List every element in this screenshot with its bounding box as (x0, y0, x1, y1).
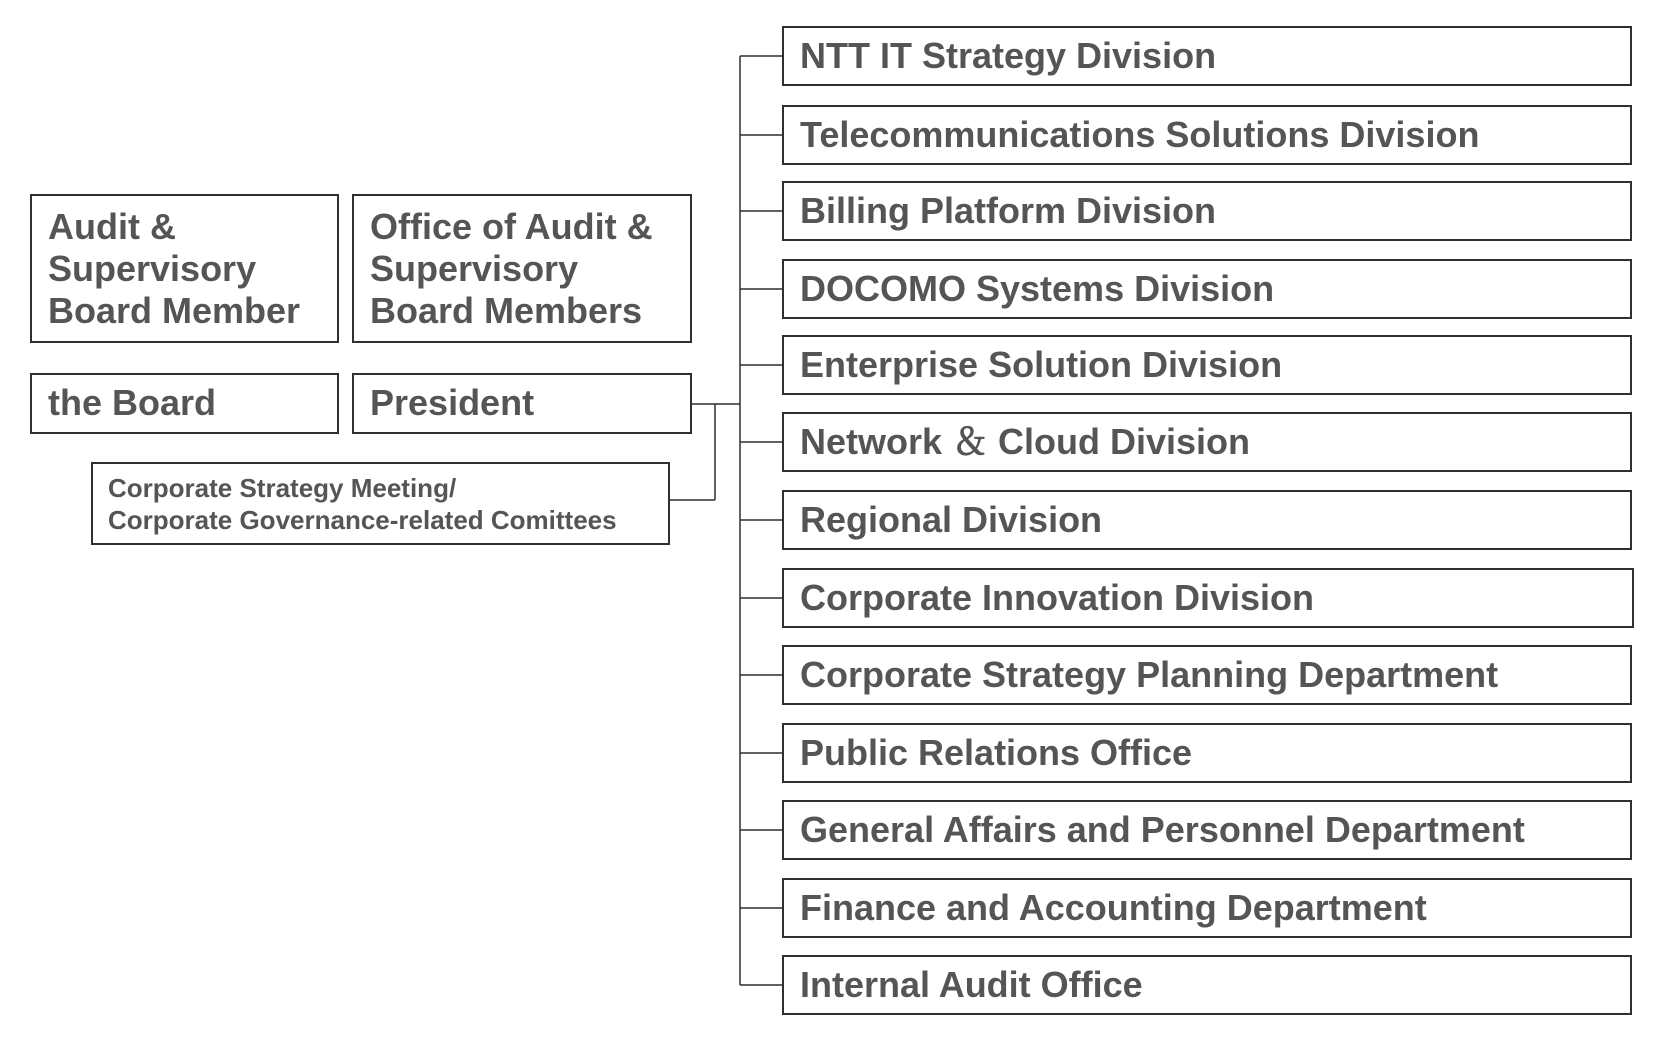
division-box (782, 568, 1634, 628)
division-label: Regional Division (800, 499, 1103, 540)
office-of-audit-line-2: Supervisory (370, 248, 579, 289)
board-label: the Board (48, 382, 217, 423)
audit-board-member-box (30, 194, 339, 343)
division-box (782, 645, 1632, 705)
office-of-audit-line-1: Office of Audit & (370, 206, 653, 247)
committees-box (91, 462, 670, 545)
division-label: NTT IT Strategy Division (800, 35, 1217, 76)
division-box (782, 878, 1632, 938)
division-box (782, 335, 1632, 395)
audit-board-member-line-2: Supervisory (48, 248, 257, 289)
office-of-audit-box (352, 194, 692, 343)
division-label: Network ＆ Cloud Division (800, 421, 1251, 462)
committees-line-2: Corporate Governance-related Comittees (108, 505, 617, 535)
division-box (782, 26, 1632, 86)
division-box (782, 259, 1632, 319)
president-label: President (370, 382, 535, 423)
division-label: Corporate Strategy Planning Department (800, 654, 1499, 695)
president-box (352, 373, 692, 434)
division-label: DOCOMO Systems Division (800, 268, 1275, 309)
division-label: General Affairs and Personnel Department (800, 809, 1525, 850)
committees-line-1: Corporate Strategy Meeting/ (108, 473, 457, 503)
division-label: Enterprise Solution Division (800, 344, 1283, 385)
division-label: Corporate Innovation Division (800, 577, 1315, 618)
division-box (782, 955, 1632, 1015)
division-label: Public Relations Office (800, 732, 1193, 773)
audit-board-member-line-3: Board Member (48, 290, 301, 331)
division-label: Internal Audit Office (800, 964, 1143, 1005)
division-box (782, 412, 1632, 472)
division-box (782, 800, 1632, 860)
division-box (782, 181, 1632, 241)
office-of-audit-line-3: Board Members (370, 290, 643, 331)
audit-board-member-line-1: Audit & (48, 206, 176, 247)
division-label: Finance and Accounting Department (800, 887, 1427, 928)
division-box (782, 490, 1632, 550)
board-box (30, 373, 339, 434)
division-box (782, 723, 1632, 783)
division-box (782, 105, 1632, 165)
division-label: Telecommunications Solutions Division (800, 114, 1480, 155)
division-label: Billing Platform Division (800, 190, 1217, 231)
